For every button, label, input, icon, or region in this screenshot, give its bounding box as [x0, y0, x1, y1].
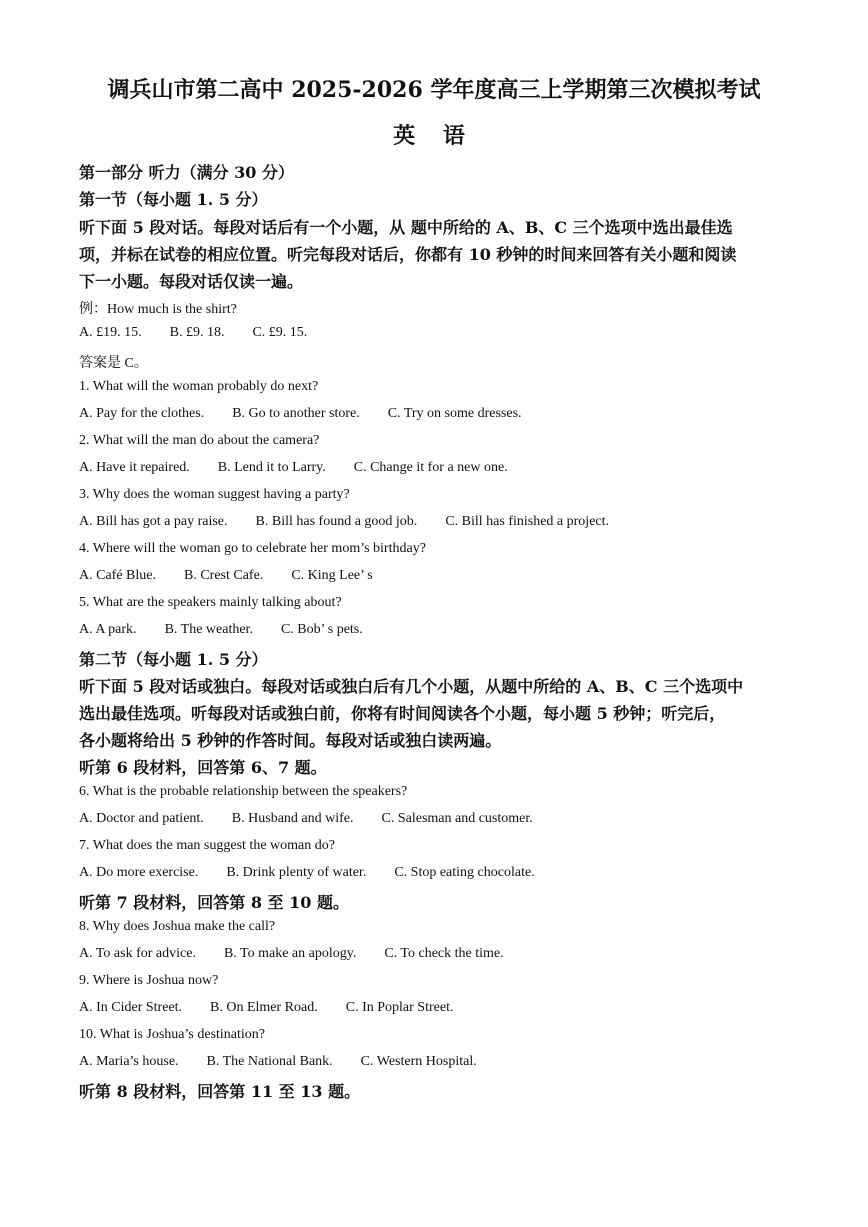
part1-heading: 第一部分 听力（满分 30 分）: [79, 163, 294, 182]
question-options: [79, 622, 808, 638]
option: A. Pay for the clothes.: [79, 406, 205, 421]
section2-instruction-line: 选出最佳选项。听每段对话或独白前，你将有时间阅读各个小题，每小题 5 秒钟；听完后，: [79, 704, 726, 723]
section1-instruction-line: 下一小题。每段对话仅读一遍。: [79, 272, 304, 291]
section1-instruction-line: 项，并标在试卷的相应位置。听完每段对话后，你都有 10 秒钟的时间来回答有关小题和阅读: [79, 245, 737, 264]
option: A. Maria’s house.: [79, 1054, 179, 1069]
option: A. Café Blue.: [79, 568, 156, 583]
question-text: 4. Where will the woman go to celebrate her mom’s birthday?: [79, 541, 426, 556]
example-question: 例：How much is the shirt?: [79, 302, 237, 317]
group-heading: 听第 6 段材料，回答第 6、7 题。: [79, 758, 327, 777]
section2-heading: 第二节（每小题 1. 5 分）: [79, 650, 268, 669]
question-options: [79, 865, 808, 881]
option: C. Try on some dresses.: [387, 406, 522, 421]
option: B. Bill has found a good job.: [255, 514, 418, 529]
option: C. Bill has finished a project.: [445, 514, 610, 529]
question-text: 10. What is Joshua’s destination?: [79, 1027, 265, 1042]
option: A. A park.: [79, 622, 137, 637]
question-options: [79, 946, 808, 962]
question-text: 3. Why does the woman suggest having a party?: [79, 487, 350, 502]
option: C. In Poplar Street.: [345, 1000, 454, 1015]
option: B. On Elmer Road.: [210, 1000, 318, 1015]
option: B. The National Bank.: [206, 1054, 333, 1069]
question-text: 7. What does the man suggest the woman do?: [79, 838, 335, 853]
option: C. Stop eating chocolate.: [394, 865, 535, 880]
option: B. Husband and wife.: [231, 811, 354, 826]
question-options: [79, 460, 808, 476]
group-heading: 听第 7 段材料，回答第 8 至 10 题。: [79, 893, 349, 912]
option: A. Bill has got a pay raise.: [79, 514, 228, 529]
question-text: 9. Where is Joshua now?: [79, 973, 219, 988]
option: A. Do more exercise.: [79, 865, 199, 880]
option: B. Crest Cafe.: [183, 568, 264, 583]
option: B. To make an apology.: [223, 946, 357, 961]
option: C. King Lee’ s: [291, 568, 373, 583]
group-heading: 听第 8 段材料，回答第 11 至 13 题。: [79, 1082, 361, 1101]
section2-instruction-line: 听下面 5 段对话或独白。每段对话或独白后有几个小题，从题中所给的 A、B、C 三个选项中: [79, 677, 744, 696]
question-text: 6. What is the probable relationship between the speakers?: [79, 784, 408, 799]
option: B. Drink plenty of water.: [226, 865, 367, 880]
question-text: 5. What are the speakers mainly talking about?: [79, 595, 342, 610]
example-answer: 答案是 C。: [79, 356, 148, 371]
option: A. Doctor and patient.: [79, 811, 204, 826]
option: C. £9. 15.: [252, 325, 308, 340]
option: A. In Cider Street.: [79, 1000, 183, 1015]
section1-instruction-line: 听下面 5 段对话。每段对话后有一个小题，从 题中所给的 A、B、C 三个选项中选出最佳选: [79, 218, 733, 237]
option: C. Western Hospital.: [360, 1054, 477, 1069]
exam-title: 调兵山市第二高中 2025-2026 学年度高三上学期第三次模拟考试: [107, 77, 761, 103]
option: C. To check the time.: [384, 946, 504, 961]
question-options: [79, 1000, 808, 1016]
option: B. Go to another store.: [232, 406, 360, 421]
option: C. Change it for a new one.: [353, 460, 508, 475]
question-options: [79, 406, 808, 422]
question-options: [79, 568, 808, 584]
question-text: 2. What will the man do about the camera?: [79, 433, 320, 448]
example-options: [79, 325, 808, 341]
question-text: 8. Why does Joshua make the call?: [79, 919, 276, 934]
option: A. Have it repaired.: [79, 460, 190, 475]
question-options: [79, 514, 808, 530]
option: C. Bob’ s pets.: [280, 622, 363, 637]
option: C. Salesman and customer.: [381, 811, 533, 826]
section1-heading: 第一节（每小题 1. 5 分）: [79, 190, 268, 209]
question-text: 1. What will the woman probably do next?: [79, 379, 319, 394]
question-options: [79, 811, 808, 827]
option: A. To ask for advice.: [79, 946, 196, 961]
option: B. Lend it to Larry.: [217, 460, 326, 475]
question-options: [79, 1054, 808, 1070]
option: B. The weather.: [164, 622, 253, 637]
section2-instruction-line: 各小题将给出 5 秒钟的作答时间。每段对话或独白读两遍。: [79, 731, 502, 750]
option: A. £19. 15.: [79, 325, 142, 340]
option: B. £9. 18.: [169, 325, 225, 340]
subject-title: 英 语: [393, 123, 475, 149]
